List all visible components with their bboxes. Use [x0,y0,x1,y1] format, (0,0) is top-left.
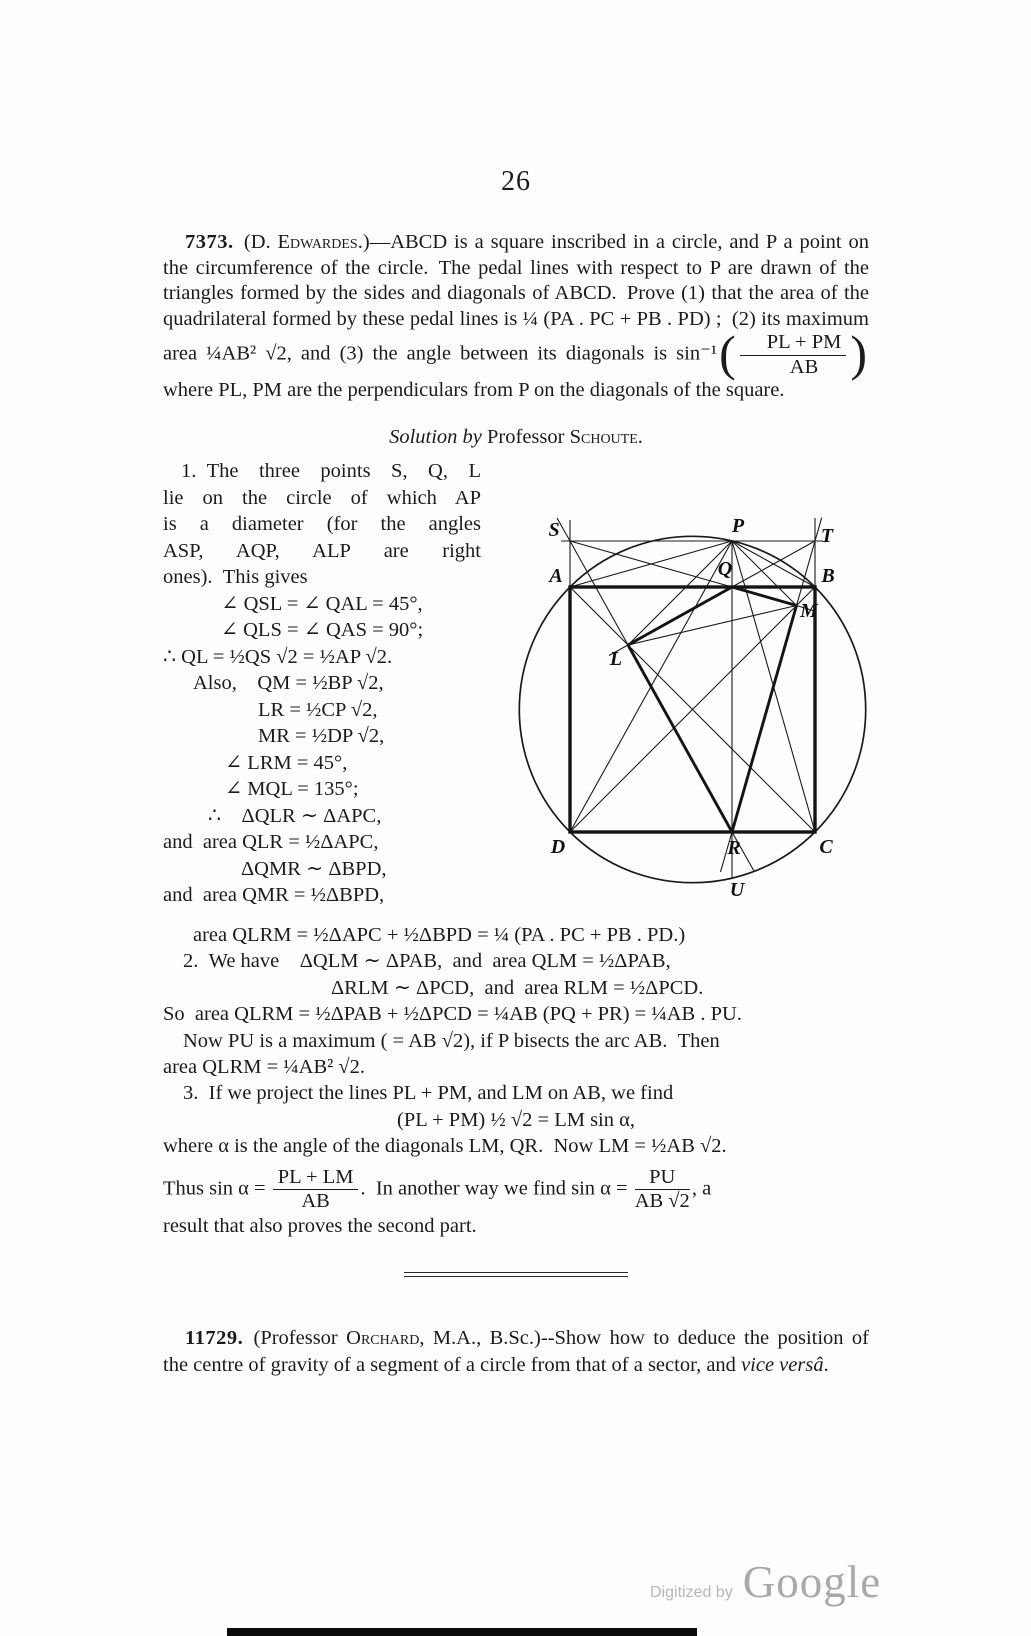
problem-7373-text: ABCD is a square inscribed in a circle, and P a point on the circumference of the circle. The pedal lines with respect to P are drawn of the triangles formed by the sides and diagonals of ABCD. Prove (1) that the area of the quadrilateral formed by these pedal lines is ¼ (PA . PC + PB . PD) ; (2) its maximum area ¼AB² √2, and (3) the angle between its diagonals is sin⁻¹ [163,231,869,365]
problem-7373-number: 7373. [185,231,234,253]
solution-line: ones). This gives [163,566,308,588]
label-T: T [820,525,834,547]
solution-line: ASP, AQP, ALP are right [163,539,481,562]
line-pl [628,541,732,645]
problem-7373-author-name: Edwardes [277,231,358,253]
edge-rm [732,606,797,833]
equation-line: ∴ ΔQLR ∼ ΔAPC, [208,804,382,827]
label-D: D [550,836,566,858]
quadrilateral-diagonal-lm [628,606,797,646]
equation-line: area QLRM = ¼AB² √2. [163,1056,366,1079]
equation-line: ∠ QSL = ∠ QAL = 45°, [221,592,423,615]
edge-ql [628,587,732,645]
problem-11729: 11729. (Professor Orchard, M.A., B.Sc.)--Show how to deduce the position of the centre of gravity of a segment of a circle from that of a sector, and vice versâ. [163,1327,870,1376]
label-A: A [549,565,563,587]
equation-line: (PL + PM) ½ √2 = LM sin α, [397,1108,635,1131]
problem-7373-text-end: where PL, PM are the perpendiculars from P on the diagonals of the square. [163,379,785,402]
digitized-by-watermark [650,1556,881,1608]
section-divider-rule [404,1272,628,1277]
solution-full-width [163,922,869,1239]
label-P: P [731,515,745,537]
equation-line: So area QLRM = ½ΔPAB + ½ΔPCD = ¼AB (PQ + PR) = ¼AB . PU. [163,1003,742,1026]
problem-7373-author: (D. [233,231,278,253]
solution-left-column [163,458,481,909]
problem-11729-number: 11729. [185,1327,244,1349]
label-M: M [800,600,818,622]
solution-line: is a diameter (for the angles [163,513,481,535]
edge-lr [628,645,732,832]
solution-by-label: Solution by [389,426,482,448]
page-number: 26 [501,166,531,197]
fraction-pl-lm-over-ab: $\frac{PL + LM}{AB}$ [271,1167,361,1213]
google-logo: Google [742,1557,882,1607]
solution-heading: Solution by Professor Schoute. [389,426,643,448]
pedal-quadrilateral-qlrm [628,587,797,832]
scan-artifact-bar [227,1628,697,1636]
equation-line: ∠ LRM = 45°, [225,751,348,774]
label-B: B [821,565,835,587]
equation-line: LR = ½CP √2, [258,698,378,721]
solver-name: Schoute [569,426,638,448]
equation-line: and area QMR = ½ΔBPD, [163,884,385,906]
label-S: S [548,519,560,541]
label-C: C [819,836,833,858]
label-Q: Q [717,558,733,580]
problem-11729-author-name: Orchard [346,1327,420,1349]
equation-line: result that also proves the second part. [163,1214,477,1237]
digitized-by-label: Digitized by [650,1584,733,1601]
equation-line: Now PU is a maximum ( = AB √2), if P bisects the arc AB. Then [183,1029,720,1052]
equation-line: Also, QM = ½BP √2, [193,672,384,694]
solution-line: lie on the circle of which AP [163,486,481,509]
equation-line: ∴ QL = ½QS √2 = ½AP √2. [163,645,393,668]
equation-line: ΔQMR ∼ ΔBPD, [241,857,387,880]
equation-line: area QLRM = ½ΔAPC + ½ΔBPD = ¼ (PA . PC + PB . PD.) [193,924,686,946]
label-L: L [609,648,623,670]
equation-line: ∠ MQL = 135°; [225,778,359,800]
label-R: R [727,837,741,859]
left-paren: ( [719,325,736,382]
equation-line: ΔRLM ∼ ΔPCD, and area RLM = ½ΔPCD. [331,976,704,999]
label-U: U [729,879,745,900]
solution-line: 1. The three points S, Q, L [181,460,481,482]
equation-line: 2. We have ΔQLM ∼ ΔPAB, and area QLM = ½ΔPAB, [183,950,671,973]
equation-line: MR = ½DP √2, [258,725,385,747]
equation-line: 3. If we project the lines PL + PM, and LM on AB, we find [183,1082,674,1105]
fraction-pl-pm-over-ab: $\frac{PL + PM}{AB}$ [738,332,849,378]
equation-line-with-fractions: Thus sin α = $\frac{PL + LM}{AB}$ . In another way we find sin α = $\frac{PU}{AB √2}$ , a [163,1165,712,1213]
equation-line: and area QLR = ½ΔAPC, [163,831,379,853]
latin-phrase: vice versâ [741,1353,824,1376]
pedal-line-slr [570,541,628,645]
equation-line: ∠ QLS = ∠ QAS = 90°; [220,619,424,641]
equation-line: where α is the angle of the diagonals LM, QR. Now LM = ½AB √2. [163,1135,727,1158]
right-paren: ) [850,325,867,382]
problem-11729-text: , M.A., B.Sc.)--Show how to deduce the position of the centre of gravity of a segment of a circle from that of a sector, and [163,1327,870,1376]
geometry-figure [487,462,879,900]
problem-7373: 7373. (D. Edwardes.)—ABCD is a square inscribed in a circle, and P a point on the circumference of the circle. The pedal lines with respect to P are drawn of the triangles formed by the sides and diagonals of ABCD. Prove (1) that the area of the quadrilateral formed by these pedal lines is ¼ (PA . PC + PB . PD) ; (2) its maximum area ¼AB² √2, and (3) the angle between its diagonals is sin⁻¹( $\frac{PL + PM}{AB}$ ) where PL, PM are the perpendiculars from P on the diagonals of the square. [163,231,869,402]
fraction-pu-over-ab-root2: $\frac{PU}{AB √2}$ [634,1165,690,1213]
